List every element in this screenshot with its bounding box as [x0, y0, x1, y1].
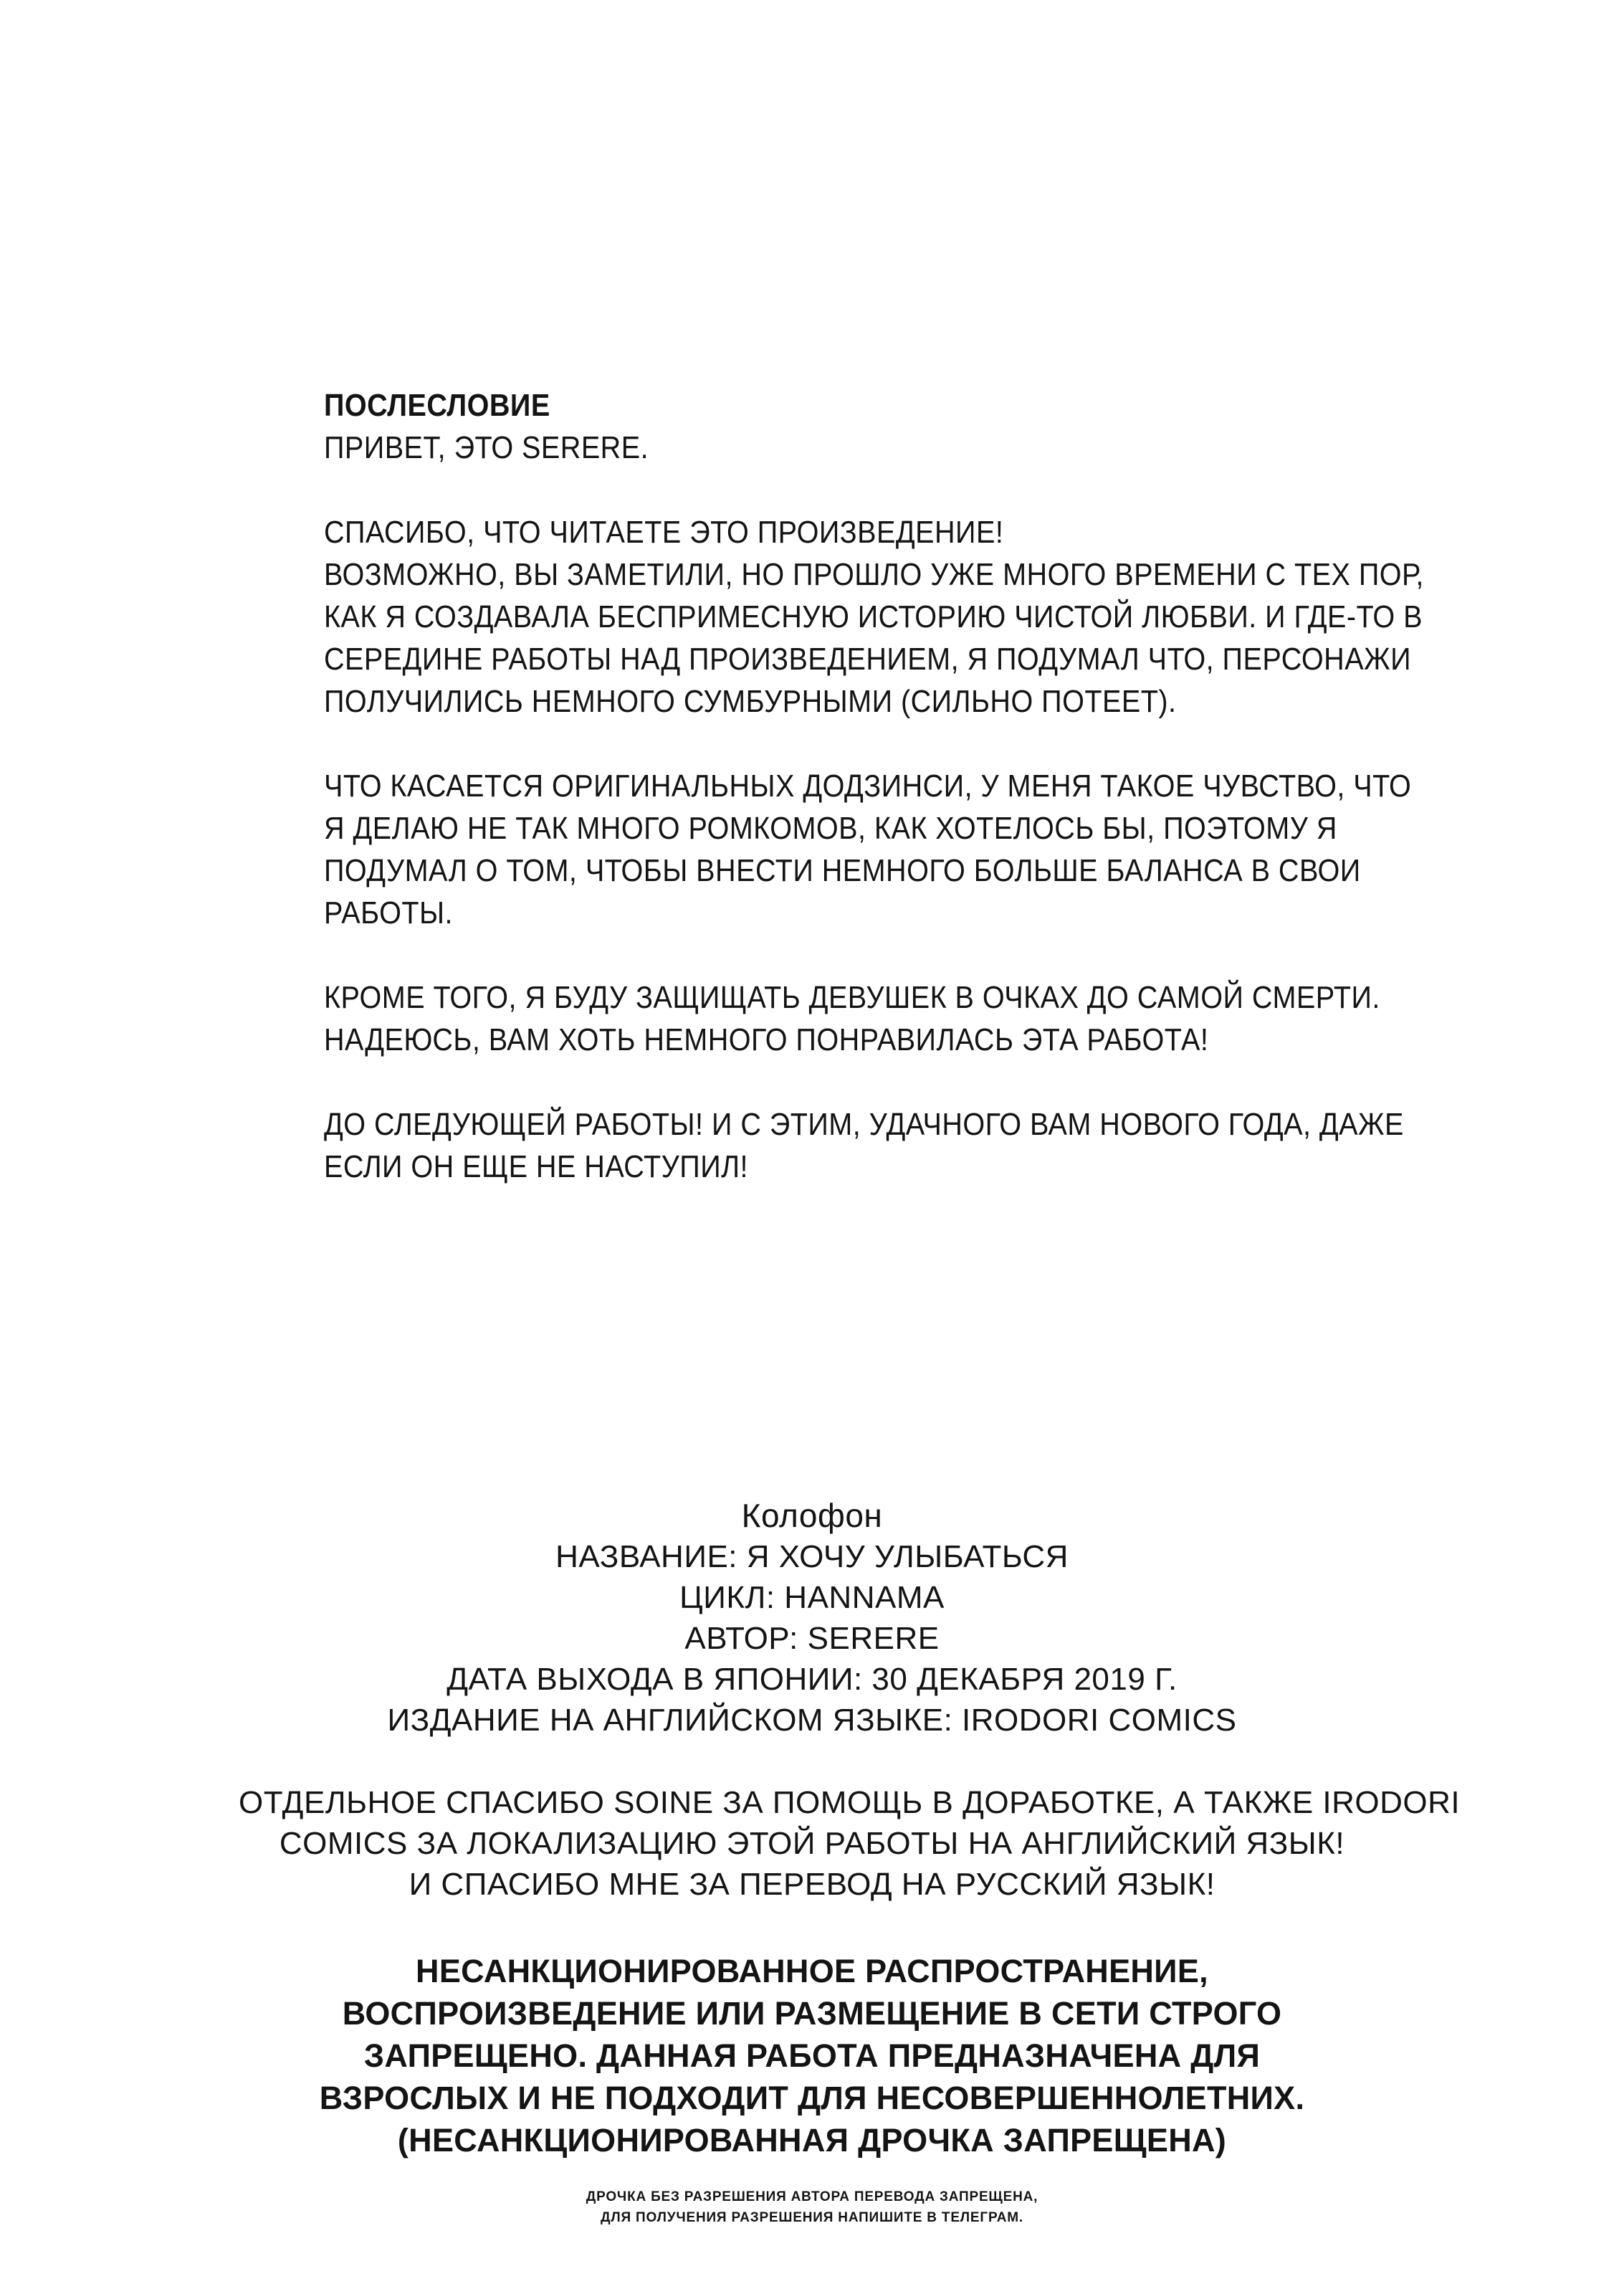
afterword-paragraph-1: [324, 511, 1424, 723]
afterword-greeting: ПРИВЕТ, ЭТО SERERE.: [324, 430, 649, 465]
text-line: НАДЕЮСЬ, ВАМ ХОТЬ НЕМНОГО ПОНРАВИЛАСЬ ЭТА РАБОТА!: [324, 1022, 1209, 1057]
warning-line: НЕСАНКЦИОНИРОВАННОЕ РАСПРОСТРАНЕНИЕ,: [416, 1953, 1208, 1989]
paragraph-gap: [324, 1061, 1227, 1103]
paragraph-gap: [324, 469, 1227, 511]
text-line: СЕРЕДИНЕ РАБОТЫ НАД ПРОИЗВЕДЕНИЕМ, Я ПОДУМАЛ ЧТО, ПЕРСОНАЖИ: [324, 642, 1412, 677]
paragraph-gap: [324, 934, 1227, 976]
colophon-publisher-line: ИЗДАНИЕ НА АНГЛИЙСКОМ ЯЗЫКЕ: IRODORI COMICS: [387, 1703, 1237, 1738]
text-line: ЧТО КАСАЕТСЯ ОРИГИНАЛЬНЫХ ДОДЗИНСИ, У МЕНЯ ТАКОЕ ЧУВСТВО, ЧТО: [324, 768, 1412, 804]
colophon-thanks-line: COMICS ЗА ЛОКАЛИЗАЦИЮ ЭТОЙ РАБОТЫ НА АНГЛИЙСКИЙ ЯЗЫК!: [279, 1826, 1345, 1861]
note-line: ДЛЯ ПОЛУЧЕНИЯ РАЗРЕШЕНИЯ НАПИШИТЕ В ТЕЛЕГРАМ.: [601, 2210, 1023, 2225]
text-line: ЕСЛИ ОН ЕЩЕ НЕ НАСТУПИЛ!: [324, 1149, 749, 1184]
warning-line: ВЗРОСЛЫХ И НЕ ПОДХОДИТ ДЛЯ НЕСОВЕРШЕННОЛЕТНИХ.: [319, 2080, 1305, 2116]
afterword-section: [324, 384, 1424, 1188]
afterword-paragraph-3: [324, 976, 1380, 1061]
afterword-paragraph-4: [324, 1103, 1404, 1188]
text-line: КРОМЕ ТОГО, Я БУДУ ЗАЩИЩАТЬ ДЕВУШЕК В ОЧКАХ ДО САМОЙ СМЕРТИ.: [324, 980, 1380, 1015]
paragraph-gap: [239, 1741, 1385, 1782]
text-line: Я ДЕЛАЮ НЕ ТАК МНОГО РОМКОМОВ, КАК ХОТЕЛОСЬ БЫ, ПОЭТОМУ Я: [324, 811, 1337, 846]
colophon-author-line: АВТОР: SERERE: [684, 1621, 940, 1656]
text-line: ПОДУМАЛ О ТОМ, ЧТОБЫ ВНЕСТИ НЕМНОГО БОЛЬШЕ БАЛАНСА В СВОИ: [324, 853, 1361, 888]
paragraph-gap: [324, 723, 1227, 765]
translator-note: [525, 2186, 1099, 2228]
warning-line: ВОСПРОИЗВЕДЕНИЕ ИЛИ РАЗМЕЩЕНИЕ В СЕТИ СТРОГО: [342, 1995, 1282, 2032]
warning-line: ЗАПРЕЩЕНО. ДАННАЯ РАБОТА ПРЕДНАЗНАЧЕНА ДЛЯ: [363, 2037, 1261, 2074]
colophon-thanks-line: И СПАСИБО МНЕ ЗА ПЕРЕВОД НА РУССКИЙ ЯЗЫК!: [409, 1867, 1215, 1902]
colophon-title-line: НАЗВАНИЕ: Я ХОЧУ УЛЫБАТЬСЯ: [555, 1539, 1069, 1574]
text-line: РАБОТЫ.: [324, 895, 453, 931]
colophon-release-date-line: ДАТА ВЫХОДА В ЯПОНИИ: 30 ДЕКАБРЯ 2019 Г.: [446, 1662, 1178, 1697]
text-line: КАК Я СОЗДАВАЛА БЕСПРИМЕСНУЮ ИСТОРИЮ ЧИСТОЙ ЛЮБВИ. И ГДЕ-ТО В: [324, 599, 1423, 634]
afterword-title: ПОСЛЕСЛОВИЕ: [324, 388, 550, 423]
colophon-thanks-line: ОТДЕЛЬНОЕ СПАСИБО SOINE ЗА ПОМОЩЬ В ДОРАБОТКЕ, А ТАКЖЕ IRODORI: [239, 1785, 1461, 1820]
text-line: ДО СЛЕДУЮЩЕЙ РАБОТЫ! И С ЭТИМ, УДАЧНОГО ВАМ НОВОГО ГОДА, ДАЖЕ: [324, 1107, 1404, 1142]
colophon-section: [239, 1495, 1461, 1905]
text-line: ВОЗМОЖНО, ВЫ ЗАМЕТИЛИ, НО ПРОШЛО УЖЕ МНОГО ВРЕМЕНИ С ТЕХ ПОР,: [324, 557, 1424, 592]
text-line: ПОЛУЧИЛИСЬ НЕМНОГО СУМБУРНЫМИ (СИЛЬНО ПОТЕЕТ).: [324, 684, 1177, 719]
warning-line: (НЕСАНКЦИОНИРОВАННАЯ ДРОЧКА ЗАПРЕЩЕНА): [397, 2122, 1227, 2159]
note-line: ДРОЧКА БЕЗ РАЗРЕШЕНИЯ АВТОРА ПЕРЕВОДА ЗАПРЕЩЕНА,: [586, 2189, 1038, 2204]
colophon-heading: Колофон: [741, 1497, 883, 1534]
text-line: СПАСИБО, ЧТО ЧИТАЕТЕ ЭТО ПРОИЗВЕДЕНИЕ!: [324, 515, 1004, 550]
afterword-paragraph-2: [324, 765, 1412, 934]
legal-warning: [310, 1950, 1314, 2161]
colophon-series-line: ЦИКЛ: HANNAMA: [679, 1580, 945, 1615]
